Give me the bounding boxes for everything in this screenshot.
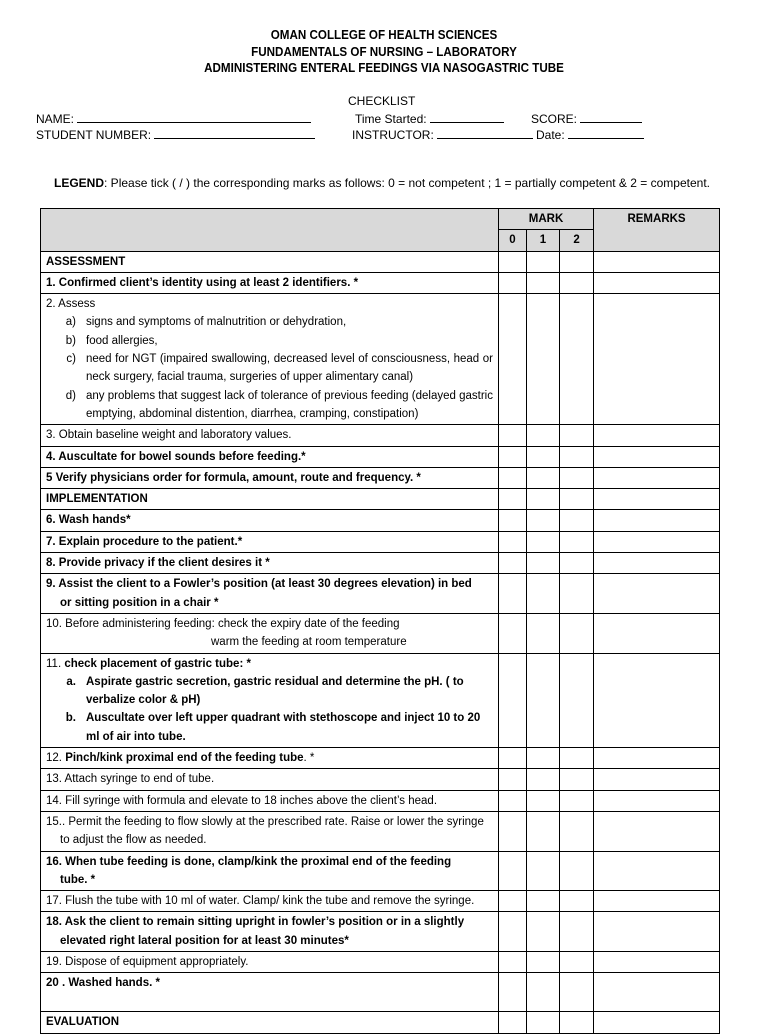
mark-cell-0[interactable] (499, 510, 527, 531)
step-11-a-letter: a. (66, 675, 76, 688)
student-number-label: STUDENT NUMBER: (36, 128, 152, 142)
step-16-line2: tube. * (60, 873, 96, 886)
step-8: 8. Provide privacy if the client desires it * (41, 553, 499, 574)
step-9-line2: or sitting position in a chair * (60, 596, 219, 609)
step-2-c: need for NGT (impaired swallowing, decreased level of consciousness, head or neck surgery, facial trauma, surgeries of upper alimentary canal) (86, 353, 493, 384)
step-15-line2: to adjust the flow as needed. (60, 834, 207, 847)
mark-cell-2[interactable] (560, 653, 594, 747)
college-name: OMAN COLLEGE OF HEALTH SCIENCES (270, 28, 498, 42)
table-row (41, 425, 720, 446)
mark-cell-0[interactable] (499, 294, 527, 425)
mark-cell-1[interactable] (527, 272, 560, 293)
step-2-b: food allergies, (86, 334, 158, 347)
mark-cell-2[interactable] (560, 851, 594, 891)
remarks-cell[interactable] (594, 891, 720, 912)
section-row-implementation (41, 489, 720, 510)
score-line[interactable] (580, 111, 642, 123)
table-row (41, 973, 720, 1012)
step-20: 20 . Washed hands. * (41, 973, 499, 1012)
mark-cell-2[interactable] (560, 272, 594, 293)
mark-cell-0[interactable] (499, 973, 527, 1012)
step-11 (41, 653, 499, 747)
step-9-line1: 9. Assist the client to a Fowler’s position (at least 30 degrees elevation) in bed (46, 578, 472, 591)
step-18 (41, 912, 499, 952)
mark-cell-1[interactable] (527, 467, 560, 488)
mark-cell-0[interactable] (499, 891, 527, 912)
mark-cell-0[interactable] (499, 574, 527, 614)
mark-cell-2[interactable] (560, 531, 594, 552)
section-row-evaluation (41, 1012, 720, 1033)
mark-cell-0[interactable] (499, 1012, 527, 1033)
mark-cell-1[interactable] (527, 446, 560, 467)
mark-cell-1[interactable] (527, 251, 560, 272)
checklist-table (40, 208, 720, 1034)
step-15-line1: 15.. Permit the feeding to flow slowly at the prescribed rate. Raise or lower the syringe (46, 815, 484, 828)
date-label: Date: (536, 128, 565, 142)
step-11-b: Auscultate over left upper quadrant with stethoscope and inject 10 to 20 ml of air into tube. (86, 712, 481, 743)
mark-cell-2[interactable] (560, 769, 594, 790)
remarks-cell[interactable] (594, 574, 720, 614)
name-label: NAME: (36, 112, 75, 126)
mark-cell-0[interactable] (499, 446, 527, 467)
mark-cell-2[interactable] (560, 425, 594, 446)
step-17: 17. Flush the tube with 10 ml of water. Clamp/ kink the tube and remove the syringe. (41, 891, 499, 912)
remarks-cell[interactable] (594, 510, 720, 531)
time-started-field[interactable] (355, 111, 504, 126)
mark-cell-1[interactable] (527, 613, 560, 653)
mark-cell-0[interactable] (499, 851, 527, 891)
step-18-line2: elevated right lateral position for at least 30 minutes* (60, 934, 349, 947)
mark-cell-1[interactable] (527, 951, 560, 972)
remarks-cell[interactable] (594, 769, 720, 790)
mark-cell-1[interactable] (527, 425, 560, 446)
remarks-cell[interactable] (594, 553, 720, 574)
table-row (41, 769, 720, 790)
table-row (41, 553, 720, 574)
table-row (41, 613, 720, 653)
step-3: 3. Obtain baseline weight and laboratory values. (41, 425, 499, 446)
instructor-line[interactable] (437, 127, 533, 139)
remarks-cell[interactable] (594, 467, 720, 488)
table-row (41, 272, 720, 293)
section-implementation: IMPLEMENTATION (41, 489, 499, 510)
section-row-assessment (41, 251, 720, 272)
mark-header: MARK (499, 209, 594, 230)
step-2-c-letter: c) (66, 353, 76, 366)
mark-cell-1[interactable] (527, 574, 560, 614)
time-started-line[interactable] (430, 111, 504, 123)
mark-cell-2[interactable] (560, 613, 594, 653)
remarks-cell[interactable] (594, 531, 720, 552)
step-5: 5 Verify physicians order for formula, amount, route and frequency. * (41, 467, 499, 488)
remarks-cell[interactable] (594, 251, 720, 272)
mark-cell-2[interactable] (560, 912, 594, 952)
remarks-cell[interactable] (594, 748, 720, 769)
step-12-num: 12. (46, 752, 66, 765)
mark-cell-1[interactable] (527, 912, 560, 952)
step-10 (41, 613, 499, 653)
instructor-label: INSTRUCTOR: (352, 128, 434, 142)
step-12-bold: Pinch/kink proximal end of the feeding tube (65, 752, 304, 765)
step-10-line2: warm the feeding at room temperature (211, 636, 407, 649)
table-row (41, 891, 720, 912)
remarks-cell[interactable] (594, 294, 720, 425)
step-2-a-letter: a) (65, 316, 76, 329)
mark-cell-1[interactable] (527, 294, 560, 425)
mark-cell-0[interactable] (499, 653, 527, 747)
table-row (41, 294, 720, 425)
table-row (41, 811, 720, 851)
legend-text: : Please tick ( / ) the corresponding marks as follows: 0 = not competent ; 1 = partially competent & 2 = competent. (104, 176, 710, 190)
mark-cell-1[interactable] (527, 531, 560, 552)
score-field[interactable] (531, 111, 642, 126)
mark-cell-0[interactable] (499, 769, 527, 790)
mark-cell-0[interactable] (499, 748, 527, 769)
score-label: SCORE: (531, 112, 578, 126)
mark-cell-1[interactable] (527, 891, 560, 912)
table-header-row (41, 209, 720, 230)
mark-cell-2[interactable] (560, 973, 594, 1012)
mark-cell-1[interactable] (527, 851, 560, 891)
mark-cell-0[interactable] (499, 531, 527, 552)
mark-cell-1[interactable] (527, 973, 560, 1012)
mark-cell-1[interactable] (527, 748, 560, 769)
step-2 (41, 294, 499, 425)
remarks-cell[interactable] (594, 653, 720, 747)
step-2-a: signs and symptoms of malnutrition or dehydration, (86, 316, 347, 329)
mark-cell-2[interactable] (560, 294, 594, 425)
mark-cell-0[interactable] (499, 811, 527, 851)
remarks-cell[interactable] (594, 811, 720, 851)
step-14: 14. Fill syringe with formula and elevate to 18 inches above the client’s head. (41, 790, 499, 811)
step-header (41, 209, 499, 252)
section-assessment: ASSESSMENT (41, 251, 499, 272)
step-12-tail: . * (303, 752, 315, 765)
table-row (41, 574, 720, 614)
remarks-cell[interactable] (594, 1012, 720, 1033)
name-line[interactable] (77, 111, 311, 123)
student-number-line[interactable] (154, 127, 315, 139)
table-row (41, 790, 720, 811)
mark-cell-0[interactable] (499, 272, 527, 293)
step-4: 4. Auscultate for bowel sounds before feeding.* (41, 446, 499, 467)
table-row (41, 510, 720, 531)
date-field[interactable] (536, 127, 644, 142)
step-11-head: check placement of gastric tube: * (64, 657, 251, 670)
mark-cell-2[interactable] (560, 748, 594, 769)
mark-cell-0[interactable] (499, 912, 527, 952)
mark-cell-1[interactable] (527, 811, 560, 851)
remarks-cell[interactable] (594, 489, 720, 510)
mark-cell-0[interactable] (499, 951, 527, 972)
step-12 (41, 748, 499, 769)
document-header (0, 27, 768, 77)
mark-cell-1[interactable] (527, 653, 560, 747)
mark-cell-0[interactable] (499, 613, 527, 653)
student-number-field[interactable] (36, 127, 315, 142)
step-11-num: 11. (46, 657, 65, 670)
step-1: 1. Confirmed client’s identity using at least 2 identifiers. * (41, 272, 499, 293)
mark-cell-1[interactable] (527, 769, 560, 790)
step-2-head: 2. Assess (46, 298, 96, 311)
section-evaluation: EVALUATION (41, 1012, 499, 1033)
mark-cell-1[interactable] (527, 510, 560, 531)
table-row (41, 912, 720, 952)
mark-cell-2[interactable] (560, 891, 594, 912)
step-2-b-letter: b) (65, 334, 76, 347)
table-row (41, 851, 720, 891)
mark-cell-0[interactable] (499, 489, 527, 510)
name-field[interactable] (36, 111, 311, 126)
table-row (41, 951, 720, 972)
mark-cell-2[interactable] (560, 510, 594, 531)
step-11-a: Aspirate gastric secretion, gastric residual and determine the pH. ( to verbalize color & pH) (86, 675, 464, 707)
remarks-cell[interactable] (594, 790, 720, 811)
remarks-cell[interactable] (594, 912, 720, 952)
step-13: 13. Attach syringe to end of tube. (41, 769, 499, 790)
step-10-line1: 10. Before administering feeding: check the expiry date of the feeding (46, 617, 400, 630)
mark-cell-0[interactable] (499, 553, 527, 574)
remarks-cell[interactable] (594, 973, 720, 1012)
time-started-label: Time Started: (355, 112, 427, 126)
step-6: 6. Wash hands* (41, 510, 499, 531)
mark-cell-1[interactable] (527, 790, 560, 811)
step-16 (41, 851, 499, 891)
step-11-b-letter: b. (65, 712, 76, 725)
mark-cell-2[interactable] (560, 467, 594, 488)
remarks-cell[interactable] (594, 446, 720, 467)
remarks-cell[interactable] (594, 613, 720, 653)
mark-cell-2[interactable] (560, 446, 594, 467)
mark-cell-0[interactable] (499, 251, 527, 272)
step-9 (41, 574, 499, 614)
step-7: 7. Explain procedure to the patient.* (41, 531, 499, 552)
table-row (41, 531, 720, 552)
table-row (41, 653, 720, 747)
mark-cell-2[interactable] (560, 1012, 594, 1033)
table-row (41, 467, 720, 488)
mark-cell-1[interactable] (527, 553, 560, 574)
mark-col-1: 1 (527, 230, 560, 251)
mark-cell-2[interactable] (560, 553, 594, 574)
step-2-d-letter: d) (65, 389, 76, 402)
remarks-header: REMARKS (594, 209, 720, 252)
mark-cell-2[interactable] (560, 574, 594, 614)
step-18-line1: 18. Ask the client to remain sitting upright in fowler’s position or in a slightly (46, 916, 465, 929)
procedure-title: ADMINISTERING ENTERAL FEEDINGS VIA NASOGASTRIC TUBE (204, 61, 564, 75)
mark-cell-2[interactable] (560, 811, 594, 851)
remarks-cell[interactable] (594, 425, 720, 446)
mark-cell-0[interactable] (499, 790, 527, 811)
remarks-cell[interactable] (594, 851, 720, 891)
mark-cell-1[interactable] (527, 489, 560, 510)
mark-cell-2[interactable] (560, 251, 594, 272)
mark-cell-2[interactable] (560, 489, 594, 510)
mark-cell-0[interactable] (499, 425, 527, 446)
course-title: FUNDAMENTALS OF NURSING – LABORATORY (251, 44, 517, 59)
step-19: 19. Dispose of equipment appropriately. (41, 951, 499, 972)
table-row (41, 446, 720, 467)
mark-cell-2[interactable] (560, 951, 594, 972)
mark-cell-2[interactable] (560, 790, 594, 811)
instructor-field[interactable] (352, 127, 533, 142)
mark-cell-1[interactable] (527, 1012, 560, 1033)
mark-cell-0[interactable] (499, 467, 527, 488)
step-15 (41, 811, 499, 851)
step-16-line1: 16. When tube feeding is done, clamp/kink the proximal end of the feeding (46, 855, 452, 868)
remarks-cell[interactable] (594, 951, 720, 972)
date-line[interactable] (568, 127, 644, 139)
mark-col-2: 2 (560, 230, 594, 251)
checklist-title: CHECKLIST (348, 94, 416, 108)
table-row (41, 748, 720, 769)
mark-col-0: 0 (499, 230, 527, 251)
legend (54, 176, 710, 190)
step-2-d: any problems that suggest lack of tolerance of previous feeding (delayed gastric emptying, abdominal distention, diarrhea, cramping, constipation) (86, 389, 493, 420)
remarks-cell[interactable] (594, 272, 720, 293)
legend-label: LEGEND (54, 176, 105, 190)
